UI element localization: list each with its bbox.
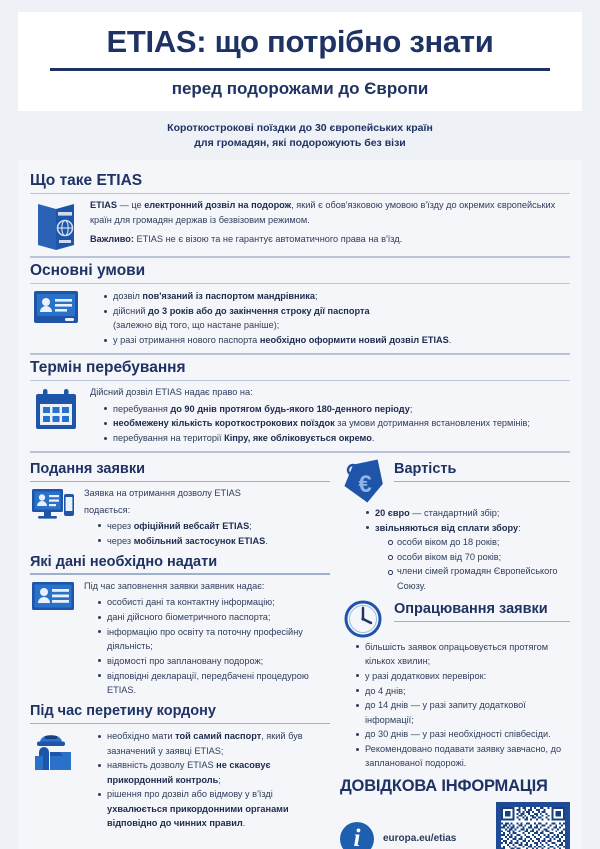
item-text-bold: офіційний вебсайт ETIAS <box>133 520 250 531</box>
list-item <box>104 289 570 303</box>
section-cost <box>340 457 570 593</box>
section-divider <box>30 193 570 195</box>
important-text: ETIAS не є візою та не гарантує автоматичного права на в'їзд. <box>133 233 403 244</box>
price-tag-icon-box <box>340 457 386 505</box>
item-text-after: ; <box>314 291 318 302</box>
item-text-before: перебування на території <box>113 433 225 444</box>
section-heading: Термін перебування <box>30 358 186 376</box>
item-text-before: наявність дозволу ETIAS <box>107 760 217 771</box>
border-crossing-list <box>84 729 330 830</box>
list-item <box>98 519 330 533</box>
list-item: до 14 днів — у разі запиту додаткової інформації; <box>356 698 570 727</box>
right-column <box>340 457 570 849</box>
id-card-icon <box>33 290 79 324</box>
cost-sublist <box>375 535 570 593</box>
svg-text:€: € <box>358 470 372 498</box>
section-divider <box>394 481 570 483</box>
item-text-bold: до 3 років або до закінчення строку дії паспорта <box>148 306 370 317</box>
item-text-before: дозвіл <box>113 291 143 302</box>
passport-icon-box <box>30 198 82 252</box>
item-text-after: ; <box>249 520 252 531</box>
section-divider <box>30 573 330 575</box>
passport-icon <box>34 200 78 252</box>
item-text-bold: необхідно оформити новий дозвіл ETIAS <box>259 335 449 346</box>
list-item: більшість заявок опрацьовується протягом кількох хвилин; <box>356 640 570 669</box>
application-intro-2: подається: <box>84 504 131 515</box>
list-item: дані дійсного біометричного паспорта; <box>98 610 330 624</box>
section-what-is-etias <box>30 172 570 252</box>
lede-line-1: Короткострокові поїздки до 30 європейських країн <box>167 121 433 134</box>
price-tag-euro-icon <box>340 459 386 505</box>
item-text-bold: мобільний застосунок ETIAS <box>133 535 266 546</box>
list-item <box>98 758 330 787</box>
title-divider <box>50 68 550 71</box>
reference-row <box>340 802 570 849</box>
item-text-bold: пов'язаний із паспортом мандрівника <box>142 291 315 302</box>
item-text-before: перебування <box>113 403 171 414</box>
what-is-lead: ETIAS <box>90 200 118 211</box>
border-officer-icon <box>30 730 76 772</box>
item-text-after: . <box>448 335 452 346</box>
item-text-bold: звільняються від сплати збору <box>375 522 519 533</box>
important-label: Важливо: <box>90 233 134 244</box>
item-text-before: рішення про дозвіл або відмову у в'їзді <box>107 789 273 800</box>
border-officer-icon-box <box>30 728 76 772</box>
item-text-after: , який був зазначений у заявці ETIAS; <box>107 731 303 756</box>
section-main-conditions <box>30 256 570 349</box>
section-heading: Що таке ETIAS <box>30 171 143 189</box>
list-item: члени сімей громадян Європейського Союзу. <box>388 564 570 593</box>
header-card <box>18 12 582 111</box>
left-column <box>30 457 330 836</box>
devices-icon-box <box>30 486 76 522</box>
section-top-divider <box>30 353 570 355</box>
section-divider <box>30 723 330 725</box>
list-item: Рекомендовано подавати заявку завчасно, до запланованої подорожі. <box>356 742 570 771</box>
list-item: особи віком від 70 років; <box>388 550 570 564</box>
id-badge-icon-box <box>30 579 76 611</box>
id-card-icon-box <box>30 288 82 324</box>
item-text-before: необхідно мати <box>107 731 176 742</box>
item-text-bold: не скасовує прикордонний контроль <box>107 760 271 785</box>
what-is-paragraph <box>90 198 570 227</box>
list-item <box>366 521 570 593</box>
section-divider <box>30 283 570 285</box>
section-heading: Вартість <box>394 460 457 477</box>
section-divider <box>394 621 570 623</box>
columns-top-divider <box>30 451 570 453</box>
item-text-after: : <box>518 522 521 533</box>
list-item <box>366 506 570 520</box>
lede-text <box>18 111 582 160</box>
page-title: ETIAS: що потрібно знати <box>106 24 494 59</box>
info-icon: i <box>340 822 374 849</box>
item-text-bold: той самий паспорт <box>175 731 262 742</box>
section-border-crossing <box>30 703 330 832</box>
item-text-after: ; <box>218 774 221 785</box>
item-text-bold: до 90 днів протягом будь-якого 180-денного періоду <box>170 403 410 414</box>
item-text-before: через <box>107 520 134 531</box>
list-item: інформацію про освіту та поточну професійну діяльність; <box>98 625 330 654</box>
qr-code-svg <box>501 807 565 849</box>
processing-list <box>340 640 570 771</box>
item-text-after: ; <box>409 403 413 414</box>
calendar-icon-box <box>30 385 82 431</box>
devices-icon <box>31 488 75 522</box>
section-heading: Основні умови <box>30 261 146 279</box>
item-text-before: дійсний <box>113 306 149 317</box>
section-top-divider <box>30 256 570 258</box>
item-text-before: через <box>107 535 134 546</box>
what-is-important <box>90 232 570 246</box>
reference-url[interactable]: europa.eu/etias <box>383 833 457 845</box>
two-column-area <box>30 457 570 849</box>
list-item <box>98 729 330 758</box>
required-data-intro: Під час заповнення заявки заявник надає: <box>84 581 265 592</box>
reference-heading: ДОВІДКОВА ІНФОРМАЦІЯ <box>340 776 548 795</box>
required-data-list <box>84 595 330 697</box>
content-panel <box>18 160 582 849</box>
lede-line-2: для громадян, які подорожують без візи <box>194 136 406 149</box>
list-item: особисті дані та контактну інформацію; <box>98 595 330 609</box>
section-reference <box>340 777 570 849</box>
page-subtitle: перед подорожами до Європи <box>171 78 429 98</box>
section-heading: Опрацювання заявки <box>394 600 548 617</box>
application-list <box>84 519 330 548</box>
list-item <box>98 787 330 830</box>
section-heading: Під час перетину кордону <box>30 703 216 720</box>
list-item <box>104 431 570 445</box>
list-item: відповідні декларації, передбачені процедурою ETIAS. <box>98 669 330 698</box>
clock-icon-box <box>340 597 386 639</box>
section-heading: Які дані необхідно надати <box>30 553 218 570</box>
id-badge-icon <box>31 581 75 611</box>
section-application <box>30 461 330 550</box>
item-text-after: . <box>242 817 246 828</box>
item-text-bold: ухвалюється прикордонними органами відповідно до чинних правил <box>107 803 289 828</box>
section-stay-duration <box>30 353 570 447</box>
stay-duration-intro: Дійсний дозвіл ETIAS надає право на: <box>90 387 253 398</box>
list-item: до 30 днів — у разі необхідності співбесіди. <box>356 727 570 741</box>
item-text-bold: 20 євро <box>375 507 410 518</box>
clock-icon <box>343 599 383 639</box>
what-is-dash: — це <box>117 200 145 211</box>
main-conditions-list <box>90 289 570 347</box>
section-heading: Подання заявки <box>30 460 145 477</box>
list-item: до 4 днів; <box>356 684 570 698</box>
what-is-rest: , який є обов'язковою умовою в'їзду до окремих європейських країн для громадян держав із безвізовим режимом. <box>90 200 556 225</box>
stay-duration-list <box>90 402 570 446</box>
item-text-after: . <box>265 535 268 546</box>
section-required-data <box>30 554 330 699</box>
section-processing <box>340 597 570 771</box>
cost-list <box>340 506 570 593</box>
item-text-bold: необмежену кількість короткострокових поїздок <box>113 418 335 429</box>
item-continuation: (залежно від того, що настане раніше); <box>113 320 280 331</box>
list-item: у разі додаткових перевірок: <box>356 669 570 683</box>
application-intro-1: Заявка на отримання дозволу ETIAS <box>84 488 241 499</box>
section-divider <box>30 380 570 382</box>
item-text-before: у разі отримання нового паспорта <box>113 335 260 346</box>
list-item <box>104 402 570 416</box>
item-text-bold: Кіпру, яке обліковується окремо <box>224 433 372 444</box>
what-is-bold-mid: електронний дозвіл на подорож <box>144 200 292 211</box>
list-item <box>104 333 570 347</box>
calendar-icon <box>34 387 78 431</box>
section-divider <box>30 481 330 483</box>
item-text-after: — стандартний збір; <box>409 507 500 518</box>
list-item <box>104 416 570 430</box>
list-item: відомості про заплановану подорож; <box>98 654 330 668</box>
list-item <box>98 534 330 548</box>
qr-code-icon[interactable] <box>496 802 570 849</box>
list-item: особи віком до 18 років; <box>388 535 570 549</box>
list-item <box>104 304 570 333</box>
item-text-after: за умови дотримання встановлених термінів; <box>334 418 530 429</box>
item-text-after: . <box>371 433 375 444</box>
